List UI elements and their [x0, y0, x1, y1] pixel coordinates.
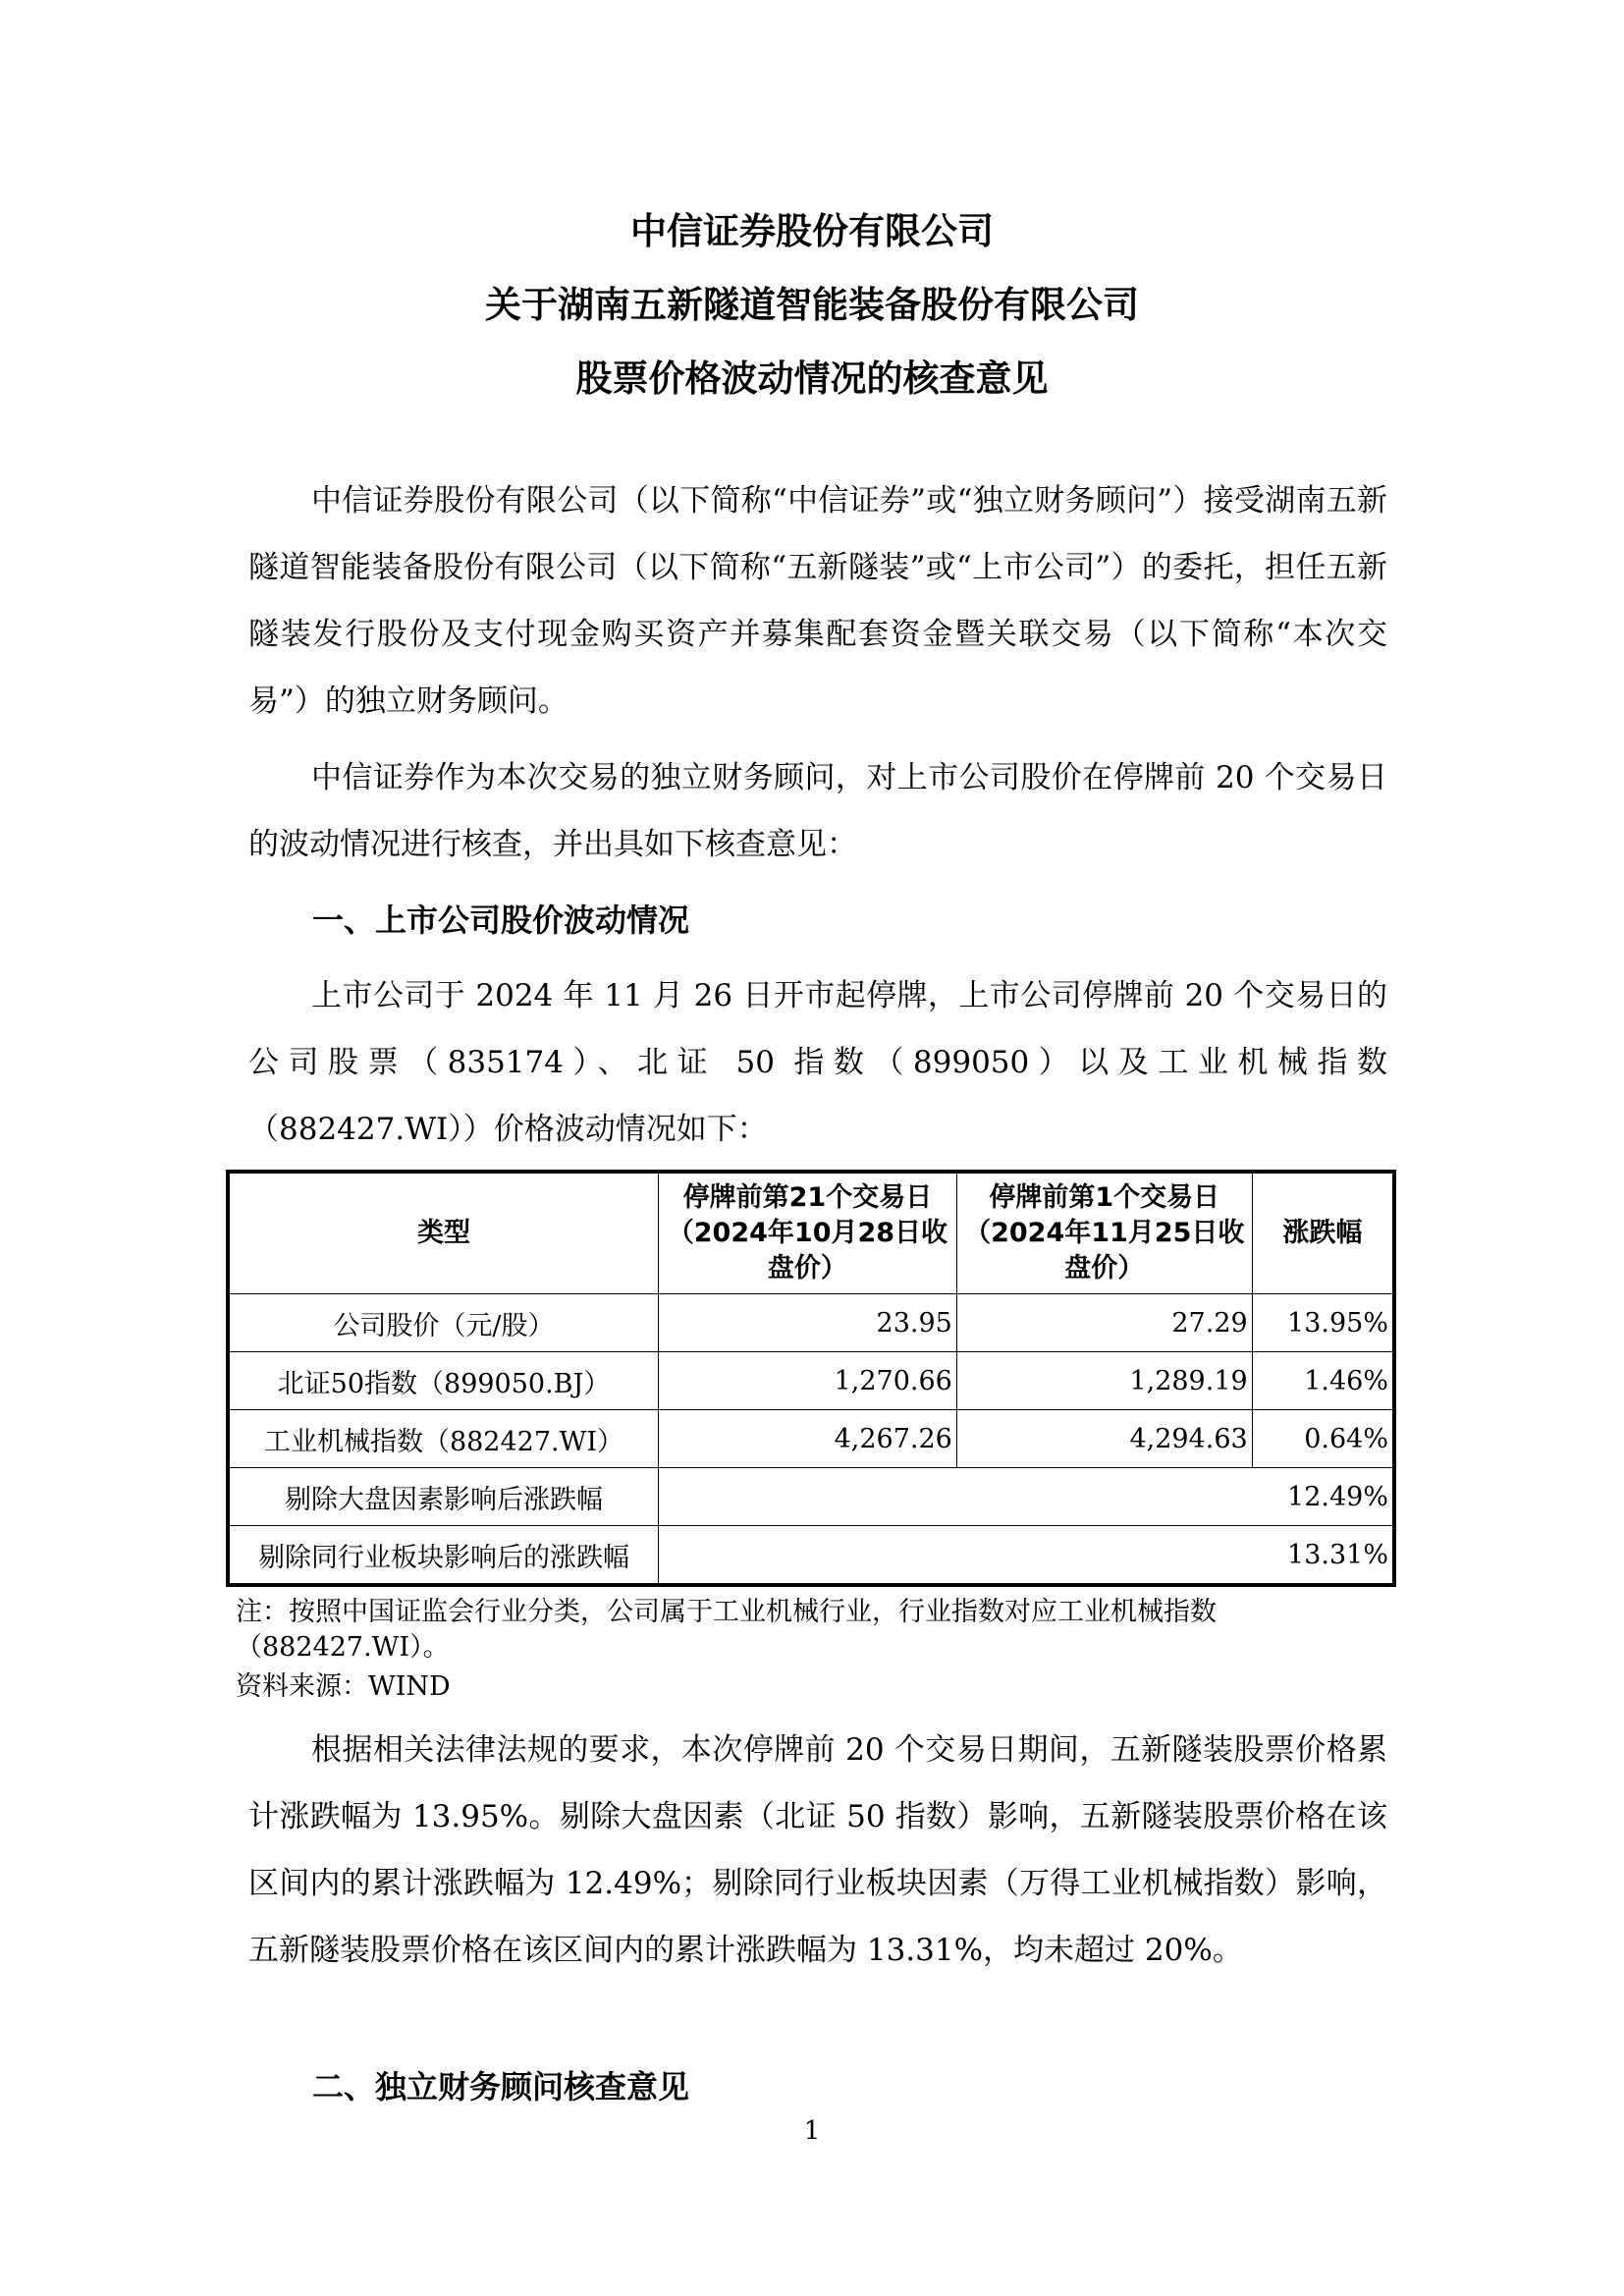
- table-header-row: [228, 1172, 1394, 1294]
- title-line-3: 股票价格波动情况的核查意见: [575, 357, 1049, 400]
- cell-summary-value: 12.49%: [659, 1468, 1395, 1526]
- table-row: [228, 1410, 1394, 1468]
- header-after: 停牌前第1个交易日（2024年11月25日收盘价）: [956, 1172, 1252, 1294]
- cell-change: 0.64%: [1252, 1410, 1394, 1468]
- conclusion-paragraph: 根据相关法律法规的要求，本次停牌前 20 个交易日期间，五新隧装股票价格累计涨跌幅为 13.95%。剔除大盘因素（北证 50 指数）影响，五新隧装股票价格在该区间内的累计涨跌幅为 12.49%；剔除同行业板块因素（万得工业机械指数）影响，五新隧装股票价格在该区间内的累计涨跌幅为 13.31%，均未超过 20%。: [248, 1732, 1387, 1968]
- cell-after: 4,294.63: [956, 1410, 1252, 1468]
- cell-type: 北证50指数（899050.BJ）: [228, 1352, 659, 1410]
- intro-paragraph: 中信证券股份有限公司（以下简称“中信证券”或“独立财务顾问”）接受湖南五新隧道智能装备股份有限公司（以下简称“五新隧装”或“上市公司”）的委托，担任五新隧装发行股份及支付现金购买资产并募集配套资金暨关联交易（以下简称“本次交易”）的独立财务顾问。: [248, 483, 1387, 719]
- section-1-heading: 一、上市公司股价波动情况: [312, 902, 690, 939]
- cell-summary-value: 13.31%: [659, 1526, 1395, 1586]
- header-type: 类型: [228, 1172, 659, 1294]
- table-row: [228, 1352, 1394, 1410]
- page-number: 1: [803, 2116, 821, 2146]
- header-change: 涨跌幅: [1252, 1172, 1394, 1294]
- scope-paragraph: 中信证券作为本次交易的独立财务顾问，对上市公司股价在停牌前 20 个交易日的波动情况进行核查，并出具如下核查意见：: [248, 760, 1387, 862]
- price-volatility-table: [226, 1170, 1396, 1587]
- cell-before: 1,270.66: [659, 1352, 957, 1410]
- title-line-2: 关于湖南五新隧道智能装备股份有限公司: [485, 284, 1139, 326]
- header-before: 停牌前第21个交易日（2024年10月28日收盘价）: [659, 1172, 957, 1294]
- cell-type: 公司股价（元/股）: [228, 1294, 659, 1352]
- cell-before: 4,267.26: [659, 1410, 957, 1468]
- cell-change: 13.95%: [1252, 1294, 1394, 1352]
- data-source: 资料来源：WIND: [236, 1671, 451, 1702]
- cell-change: 1.46%: [1252, 1352, 1394, 1410]
- cell-after: 27.29: [956, 1294, 1252, 1352]
- table-row: [228, 1294, 1394, 1352]
- table-summary-row: [228, 1468, 1394, 1526]
- cell-summary-label: 剔除大盘因素影响后涨跌幅: [228, 1468, 659, 1526]
- section-2-heading: 二、独立财务顾问核查意见: [312, 2068, 690, 2105]
- table-summary-row: [228, 1526, 1394, 1586]
- cell-before: 23.95: [659, 1294, 957, 1352]
- table-intro-paragraph: 上市公司于 2024 年 11 月 26 日开市起停牌，上市公司停牌前 20 个交易日的公司股票（835174）、北证 50 指数（899050）以及工业机械指数（882427.WI））价格波动情况如下：: [248, 978, 1387, 1147]
- table-note: 注：按照中国证监会行业分类，公司属于工业机械行业，行业指数对应工业机械指数（882427.WI）。: [236, 1597, 1217, 1663]
- cell-after: 1,289.19: [956, 1352, 1252, 1410]
- cell-type: 工业机械指数（882427.WI）: [228, 1410, 659, 1468]
- cell-summary-label: 剔除同行业板块影响后的涨跌幅: [228, 1526, 659, 1586]
- title-line-1: 中信证券股份有限公司: [630, 210, 994, 252]
